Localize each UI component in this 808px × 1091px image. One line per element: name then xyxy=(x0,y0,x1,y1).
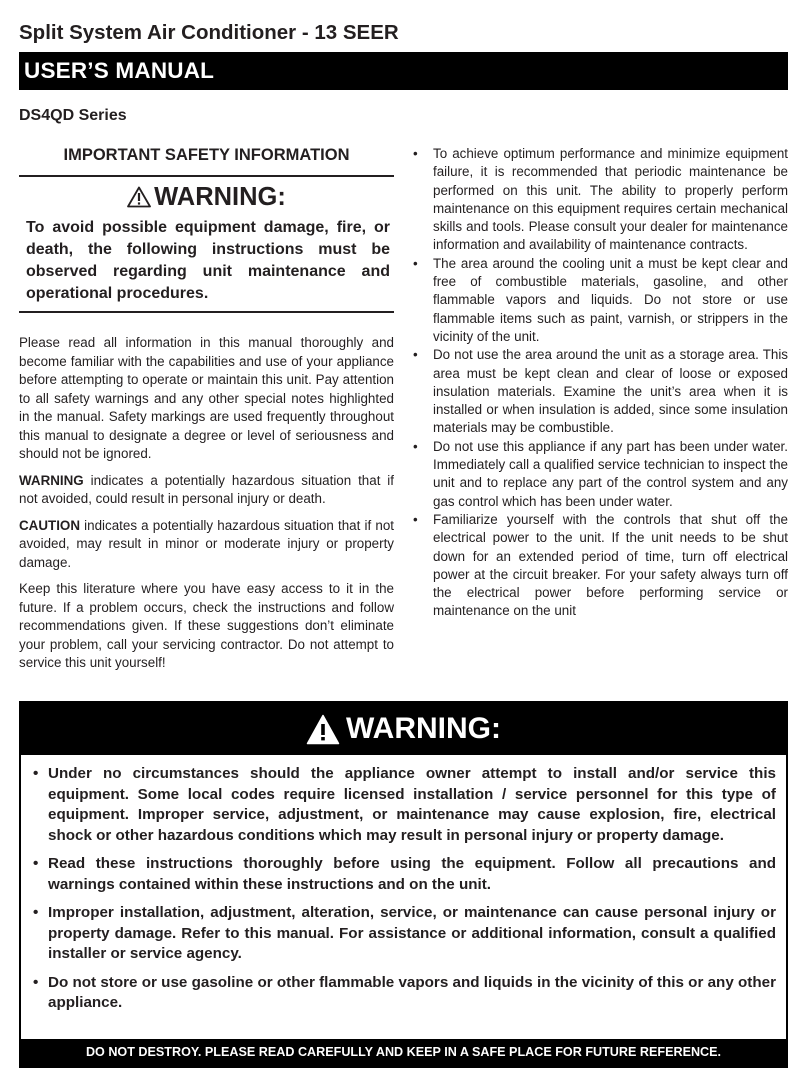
list-item-text: Do not use the area around the unit as a storage area. This area must be kept clean and clear of loose or exposed insulation materials. Examine the unit’s area when it is installed or when insulation is added, since some insulation materials may be combustible. xyxy=(433,347,788,436)
warning-box xyxy=(19,701,788,1068)
list-item-text: Familiarize yourself with the controls that shut off the electrical power to the unit. If the unit needs to be shut down for an extended period of time, turn off electrical power at the circuit breaker. For your safety always turn off the electrical power before performing service or maintenance on the unit xyxy=(433,511,788,619)
list-item-text: The area around the cooling unit a must be kept clear and free of combustible materials, gasoline, and other flammable vapors and liquids. Do not store or use flammable items such as paint, varnish, or strippers in the vicinity of the unit. xyxy=(433,255,788,344)
caution-term: CAUTION xyxy=(19,517,80,533)
bullet-mark: • xyxy=(33,855,39,872)
list-item xyxy=(413,511,788,621)
list-item xyxy=(413,255,788,346)
bullet-mark: • xyxy=(413,255,418,271)
safety-column xyxy=(19,143,394,673)
list-item-text: Do not use this appliance if any part has been under water. Immediately call a qualified service technician to inspect the unit and to replace any part of the control system and any gas control which has been under water. xyxy=(433,438,788,509)
warning-heading xyxy=(19,177,394,217)
list-item-text: Do not store or use gasoline or other flammable vapors and liquids in the vicinity of this or any other appliance. xyxy=(48,973,776,1011)
bullet-mark: • xyxy=(413,438,418,454)
manual-label: USER’S MANUAL xyxy=(24,58,215,83)
list-item xyxy=(413,145,788,255)
safety-heading: IMPORTANT SAFETY INFORMATION xyxy=(63,146,350,164)
intro-paragraph: Please read all information in this manual thoroughly and become familiar with the capabilities and use of your appliance before attempting to operate or maintain this unit. Pay attention to all safety warnings and any other special notes highlighted in the manual. Safety markings are used frequently throughout this manual to designate a degree or level of seriousness and should not be ignored. xyxy=(19,335,394,461)
bullet-mark: • xyxy=(413,511,418,527)
series-name: DS4QD Series xyxy=(19,107,127,124)
list-item-text: To achieve optimum performance and minimize equipment failure, it is recommended that periodic maintenance be performed on this unit. The ability to properly perform maintenance on this equipment requires certain mechanical skills and tools. Please consult your dealer for maintenance information and availability of maintenance contracts. xyxy=(433,146,788,253)
manual-title-bar xyxy=(19,52,788,90)
warning-term: WARNING xyxy=(19,472,84,488)
warning-lead: To avoid possible equipment damage, fire, or death, the following instructions must be observed regarding unit maintenance and operational procedures. xyxy=(26,219,390,302)
list-item xyxy=(413,346,788,437)
maintenance-column xyxy=(413,145,788,621)
list-item-text: Under no circumstances should the appliance owner attempt to install and/or service this equipment. Some local codes require licensed installation / service personnel for this type of equipment. Improper service, adjustment, or maintenance may cause explosion, fire, electrical shock or other hazardous conditions which may result in personal injury or property damage. xyxy=(48,765,776,844)
bullet-mark: • xyxy=(33,765,39,782)
list-item xyxy=(33,973,776,1014)
warning-title: WARNING: xyxy=(154,183,286,211)
list-item xyxy=(33,764,776,846)
bullet-mark: • xyxy=(33,973,39,991)
warning-icon xyxy=(127,186,151,208)
divider xyxy=(19,311,394,313)
caution-definition-text: indicates a potentially hazardous situation that if not avoided, may result in minor or moderate injury or property damage. xyxy=(19,517,394,570)
warning-definition-text: indicates a potentially hazardous situation that if not avoided, could result in personal injury or death. xyxy=(19,472,394,506)
bullet-mark: • xyxy=(413,146,418,161)
keep-literature-paragraph: Keep this literature where you have easy access to it in the future. If a problem occurs, check the instructions and follow recommendations given. If these suggestions don’t eliminate your problem, call your servicing contractor. Do not attempt to service this unit yourself! xyxy=(19,581,394,670)
document-title: Split System Air Conditioner - 13 SEER xyxy=(19,21,399,44)
list-item-text: Improper installation, adjustment, alteration, service, or maintenance can cause personal injury or property damage. Refer to this manual. For assistance or additional information, consult a qualified installer or service agency. xyxy=(48,904,776,962)
list-item-text: Read these instructions thoroughly before using the equipment. Follow all precautions and warnings contained within these instructions and on the unit. xyxy=(48,855,776,893)
bullet-mark: • xyxy=(413,347,418,363)
warning-box-header xyxy=(21,703,786,755)
warning-definition xyxy=(19,472,394,509)
bullet-mark: • xyxy=(33,904,39,921)
list-item xyxy=(33,903,776,965)
list-item xyxy=(413,438,788,511)
list-item xyxy=(33,854,776,895)
warning-box-footer: DO NOT DESTROY. PLEASE READ CAREFULLY AND KEEP IN A SAFE PLACE FOR FUTURE REFERENCE. xyxy=(21,1039,786,1066)
warning-box-title: WARNING: xyxy=(346,712,501,745)
warning-list xyxy=(21,755,786,1014)
caution-definition xyxy=(19,517,394,573)
warning-icon xyxy=(306,714,340,745)
